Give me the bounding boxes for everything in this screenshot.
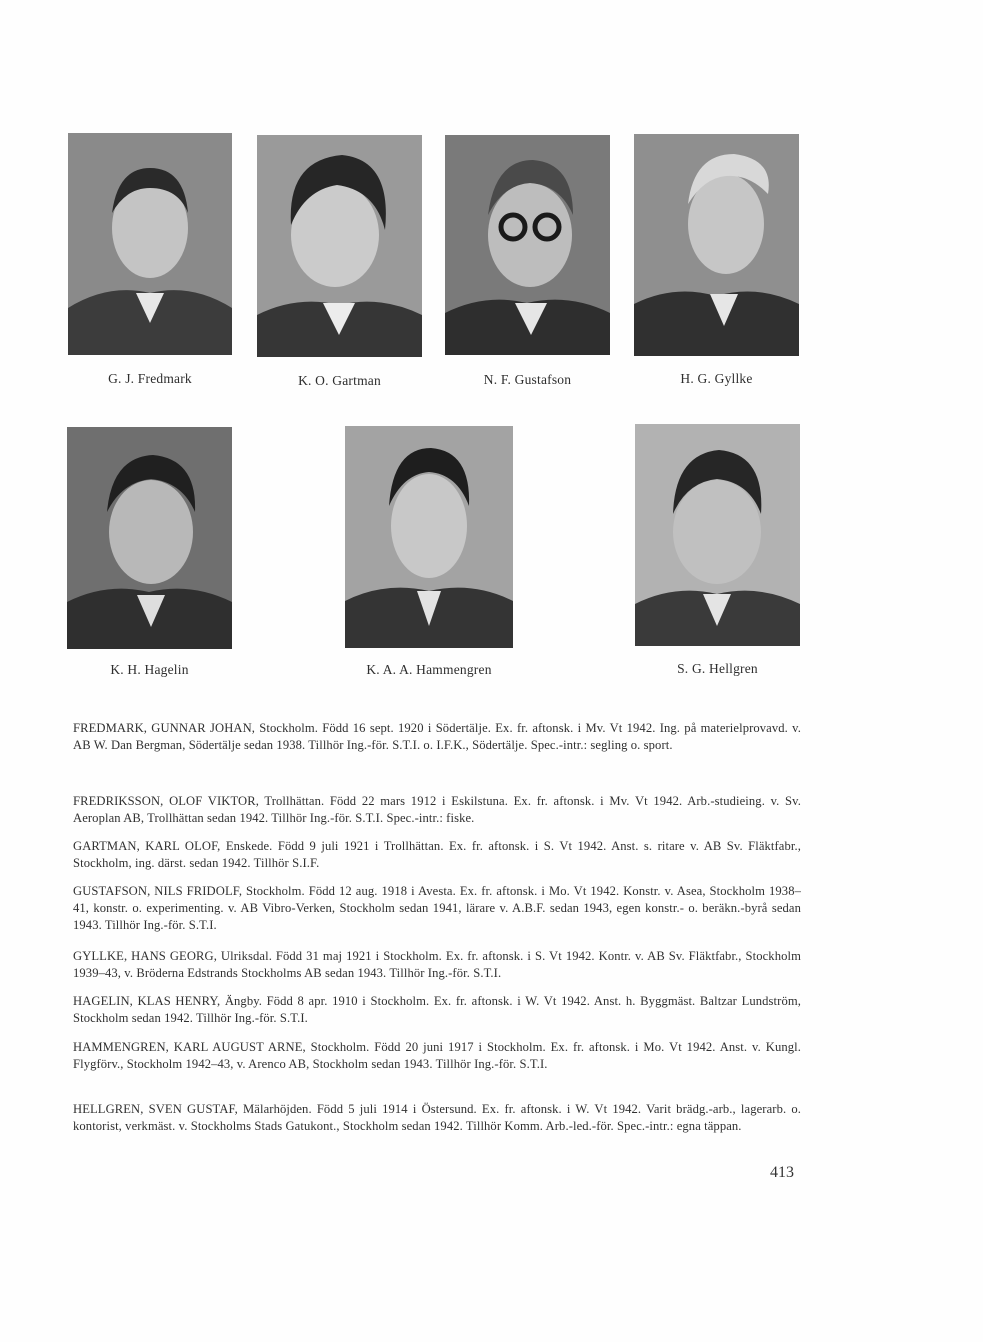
portrait-caption: K. H. Hagelin (110, 662, 189, 677)
bio-entry-gustafson: GUSTAFSON, NILS FRIDOLF, Stockholm. Född 12 aug. 1918 i Avesta. Ex. fr. aftonsk. i Mo. Vt 1942. Konstr. v. Asea, Stockholm 1938–41, konstr. o. experimenting. v. AB Vibro-Verken, Stockholm sedan 1941, lärare v. A.B.F. sedan 1943, egen konstr.- o. beräkn.-byrå sedan 1943. Tillhör Ing.-för. S.T.I. (73, 884, 801, 932)
bio-entry-gyllke: GYLLKE, HANS GEORG, Ulriksdal. Född 31 maj 1921 i Stockholm. Ex. fr. aftonsk. i S. Vt 1942. Kontr. v. AB Sv. Fläktfabr., Stockholm 1939–43, v. Bröderna Edstrands Stockholms AB sedan 1943. Tillhör Ing.-för. S.T.I. (73, 949, 801, 980)
portrait-photo-hammengren (345, 426, 513, 648)
portrait-photo-gartman (257, 135, 422, 357)
portrait-caption: G. J. Fredmark (108, 371, 192, 386)
portrait-caption: H. G. Gyllke (680, 371, 753, 386)
bio-entry-hammengren: HAMMENGREN, KARL AUGUST ARNE, Stockholm. Född 20 juni 1917 i Stockholm. Ex. fr. aftonsk. i Mo. Vt 1942. Anst. v. Kungl. Flygförv., Stockholm 1942–43, v. Arenco AB, Stockholm sedan 1943. Tillhör Ing.-för. S.T.I. (73, 1040, 801, 1071)
portrait-caption: S. G. Hellgren (677, 661, 758, 676)
portrait-caption: K. O. Gartman (298, 373, 381, 388)
bio-entry-fredriksson: FREDRIKSSON, OLOF VIKTOR, Trollhättan. Född 22 mars 1912 i Eskilstuna. Ex. fr. aftonsk. i Mv. Vt 1942. Arb.-studieing. v. Sv. Aeroplan AB, Trollhättan sedan 1942. Tillhör Ing.-för. S.T.I. Spec.-intr.: fiske. (73, 794, 801, 825)
portrait-caption: K. A. A. Hammengren (366, 662, 492, 677)
bio-entry-hellgren: HELLGREN, SVEN GUSTAF, Mälarhöjden. Född 5 juli 1914 i Östersund. Ex. fr. aftonsk. i W. Vt 1942. Varit brädg.-arb., lagerarb. o. kontorist, verkmäst. v. Stockholms Stads Gatukont., Stockholm sedan 1942. Tillhör Komm. Arb.-led.-för. Spec.-intr.: egna täppan. (73, 1102, 801, 1133)
portrait-caption: N. F. Gustafson (483, 372, 572, 387)
portrait-photo-gyllke (634, 134, 799, 356)
bio-entry-fredmark: FREDMARK, GUNNAR JOHAN, Stockholm. Född 16 sept. 1920 i Södertälje. Ex. fr. aftonsk. i Mv. Vt 1942. Ing. på materielprovavd. v. AB W. Dan Bergman, Södertälje sedan 1938. Tillhör Ing.-för. S.T.I. o. I.F.K., Södertälje. Spec.-intr.: segling o. sport. (73, 721, 801, 752)
bio-entry-gartman: GARTMAN, KARL OLOF, Enskede. Född 9 juli 1921 i Trollhättan. Ex. fr. aftonsk. i S. Vt 1942. Anst. s. ritare v. AB Sv. Fläktfabr., Stockholm, ing. därst. sedan 1942. Tillhör S.I.F. (73, 839, 801, 870)
portrait-photo-hagelin (67, 427, 232, 649)
page-number: 413 (770, 1164, 794, 1181)
bio-entry-hagelin: HAGELIN, KLAS HENRY, Ängby. Född 8 apr. 1910 i Stockholm. Ex. fr. aftonsk. i W. Vt 1942. Anst. h. Byggmäst. Baltzar Lundström, Stockholm sedan 1942. Tillhör Ing.-för. S.T.I. (73, 994, 801, 1025)
portrait-photo-fredmark (68, 133, 232, 355)
portrait-photo-hellgren (635, 424, 800, 646)
portrait-photo-gustafson (445, 135, 610, 355)
